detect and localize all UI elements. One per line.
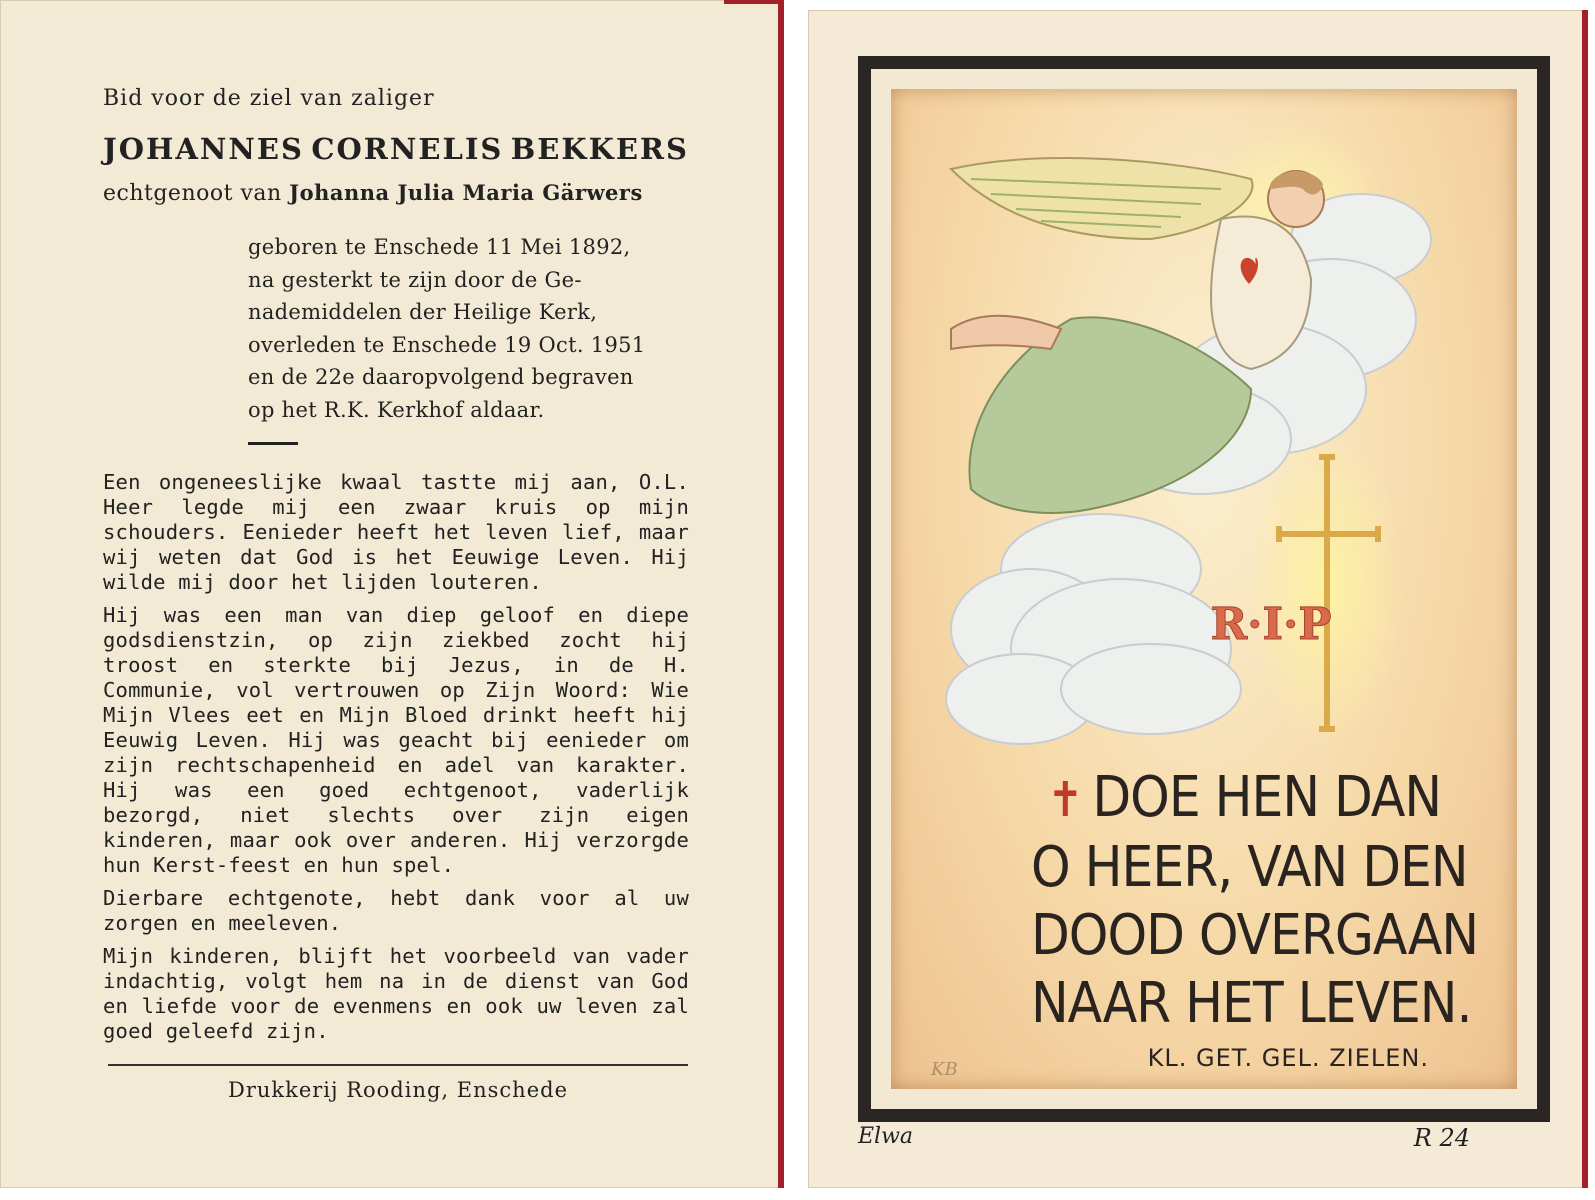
prayer-card-image-side — [808, 10, 1588, 1188]
first-name: JOHANNES — [103, 132, 304, 166]
card-edge — [1582, 10, 1588, 1188]
middle-name: CORNELIS — [311, 132, 504, 166]
verse-line-1 — [1031, 764, 1441, 834]
last-name: BEKKERS — [510, 132, 689, 166]
small-cross-icon: ✝ — [1047, 772, 1083, 828]
spouse-prefix: echtgenoot van — [103, 181, 282, 206]
deceased-name — [103, 132, 689, 166]
angel-illustration — [891, 89, 1517, 1089]
verse-line-2: O HEER, VAN DEN — [1031, 835, 1468, 900]
verse-line-3: DOOD OVERGAAN — [1031, 903, 1479, 968]
verse-text: DOE HEN DAN — [1092, 765, 1441, 830]
memorial-text — [103, 470, 689, 1052]
life-line: na gesterkt te zijn door de Ge- — [248, 267, 582, 292]
life-line: overleden te Enschede 19 Oct. 1951 — [248, 332, 646, 357]
verse-line-4: NAAR HET LEVEN. — [1031, 971, 1472, 1036]
footer-divider — [108, 1064, 688, 1066]
life-dates-block — [248, 231, 688, 426]
life-line: en de 22e daaropvolgend begraven — [248, 365, 634, 389]
artist-signature: KB — [931, 1059, 958, 1080]
printer-credit: Drukkerij Rooding, Enschede — [227, 1078, 568, 1102]
life-line: geboren te Enschede 11 Mei 1892, — [248, 235, 631, 259]
spouse-name: Johanna Julia Maria Gärwers — [289, 180, 643, 205]
lower-cloud — [946, 514, 1241, 744]
intro-line: Bid voor de ziel van zaliger — [103, 86, 435, 111]
spouse-line — [103, 180, 689, 206]
angel-legs — [951, 316, 1061, 349]
rip-inscription: R·I·P — [1210, 599, 1332, 650]
mourning-frame — [858, 56, 1550, 1122]
life-line: op het R.K. Kerkhof aldaar. — [248, 397, 545, 422]
card-edge — [778, 0, 784, 1188]
prayer-card-text-side — [0, 0, 784, 1188]
paragraph: Hij was een man van diep geloof en diepe godsdienstzin, op zijn ziekbed zocht hij troost en sterkte bij Jezus, in de H. Communie, vol vertrouwen op Zijn Woord: Wie Mijn Vlees eet en Mijn Bloed drinkt heeft hij Eeuwig Leven. Hij was geacht bij eenieder om zijn rechtschapenheid en adel van karakter. Hij was een goed echtgenoot, vaderlijk bezorgd, niet slechts over zijn eigen kinderen, maar ook over anderen. Hij verzorgde hun Kerst-feest en hun spel. — [103, 603, 689, 877]
scripture-verse — [1031, 764, 1479, 1038]
publisher-mark: Elwa — [858, 1124, 914, 1149]
paragraph: Dierbare echtgenote, hebt dank voor al uw zorgen en meeleven. — [103, 886, 689, 935]
divider — [248, 442, 298, 445]
card-code: R 24 — [1413, 1124, 1470, 1152]
paragraph: Een ongeneeslijke kwaal tastte mij aan, O.L. Heer legde mij een zwaar kruis op mijn schouders. Eenieder heeft het leven lief, maar wij weten dat God is het Eeuwige Leven. Hij wilde mij door het lijden louteren. — [103, 470, 689, 594]
verse-source: KL. GET. GEL. ZIELEN. — [1147, 1044, 1429, 1072]
life-line: nademiddelen der Heilige Kerk, — [248, 300, 598, 324]
card-edge-top — [724, 0, 784, 4]
paragraph: Mijn kinderen, blijft het voorbeeld van vader indachtig, volgt hem na in de dienst van God en liefde voor de evenmens en ook uw leven zal goed geleefd zijn. — [103, 944, 689, 1043]
